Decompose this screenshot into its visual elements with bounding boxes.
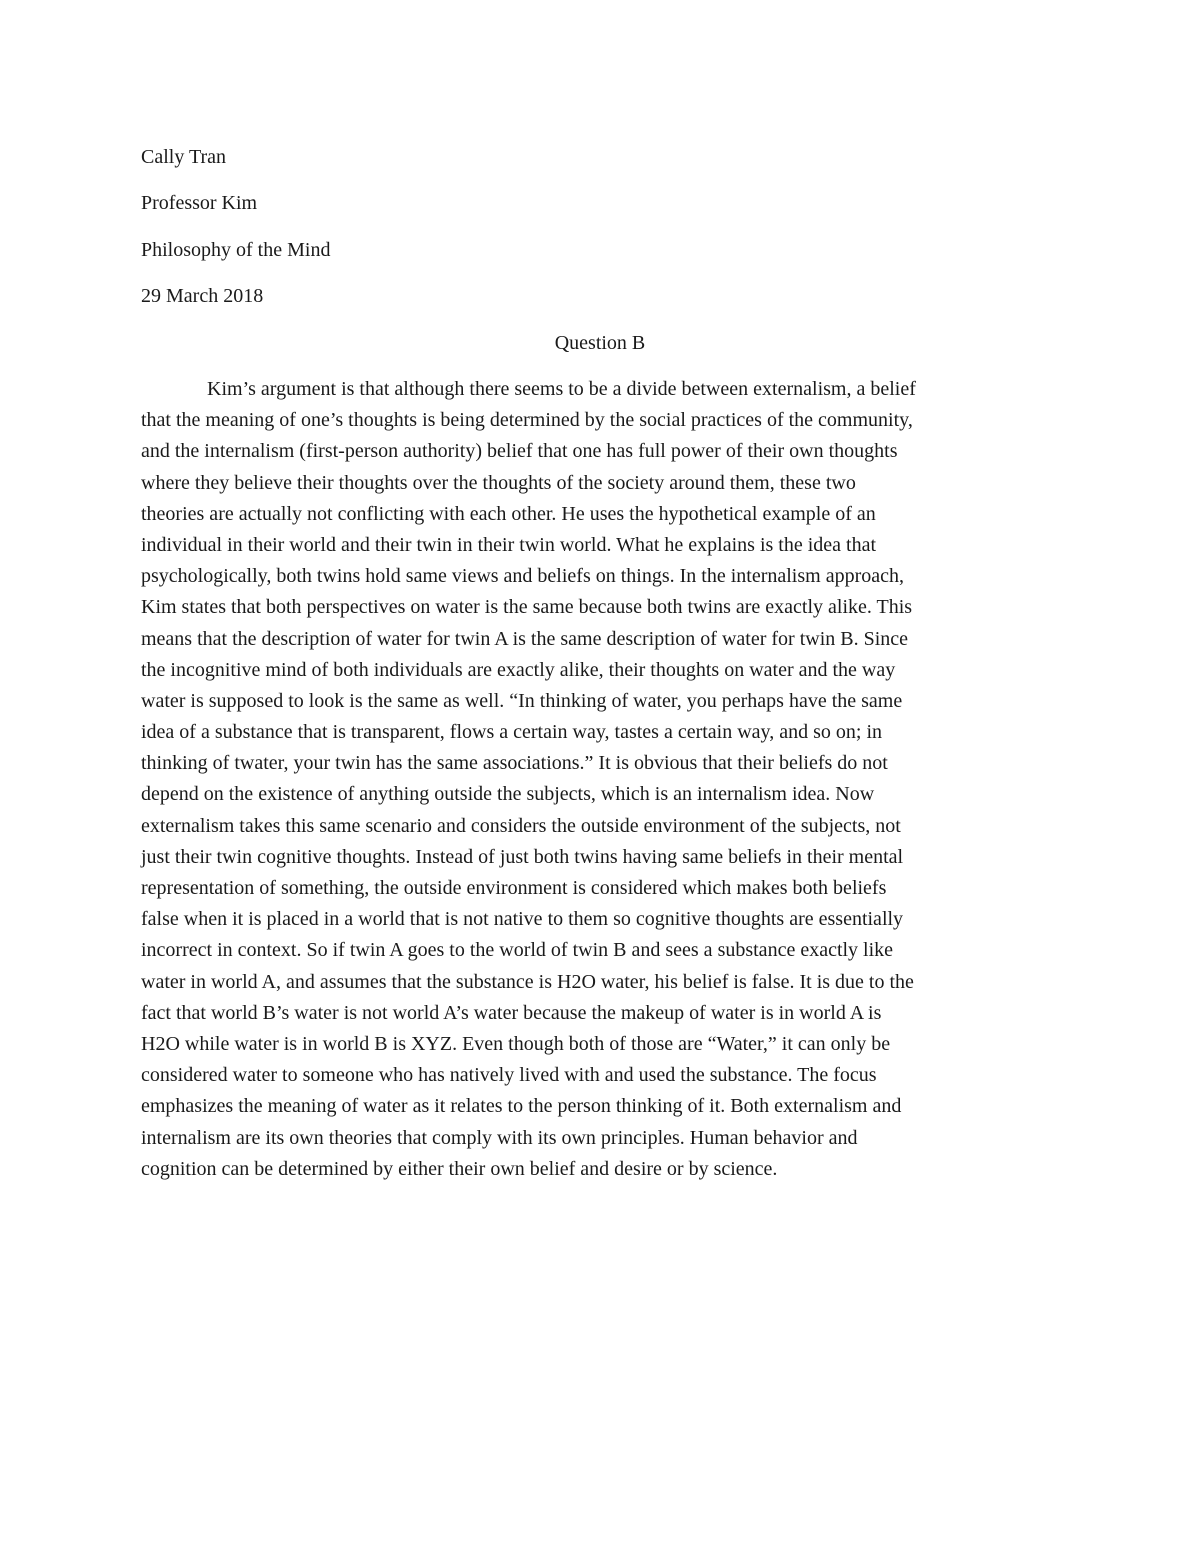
- body-line: theories are actually not conflicting with each other. He uses the hypothetical example of an: [141, 502, 876, 525]
- date-line: 29 March 2018: [141, 285, 264, 307]
- body-line: internalism are its own theories that comply with its own principles. Human behavior and: [141, 1126, 858, 1149]
- body-line: psychologically, both twins hold same views and beliefs on things. In the internalism approach,: [141, 565, 904, 588]
- body-line: H2O while water is in world B is XYZ. Even though both of those are “Water,” it can only be: [141, 1032, 891, 1055]
- instructor-name: Professor Kim: [141, 192, 258, 214]
- body-line: fact that world B’s water is not world A’s water because the makeup of water is in world A is: [141, 1001, 882, 1024]
- body-line: externalism takes this same scenario and considers the outside environment of the subjects, not: [141, 814, 901, 837]
- body-line: incorrect in context. So if twin A goes to the world of twin B and sees a substance exactly like: [141, 939, 894, 962]
- body-line: cognition can be determined by either their own belief and desire or by science.: [141, 1157, 778, 1180]
- body-line: thinking of twater, your twin has the same associations.” It is obvious that their beliefs do not: [141, 752, 888, 775]
- body-line: emphasizes the meaning of water as it relates to the person thinking of it. Both externalism and: [141, 1095, 902, 1118]
- body-line: just their twin cognitive thoughts. Instead of just both twins having same beliefs in their mental: [141, 845, 904, 868]
- essay-body: [141, 374, 1059, 1185]
- body-line: false when it is placed in a world that is not native to them so cognitive thoughts are essentially: [141, 908, 904, 931]
- body-line: Kim states that both perspectives on water is the same because both twins are exactly alike. This: [141, 596, 913, 619]
- body-line: water in world A, and assumes that the substance is H2O water, his belief is false. It is due to the: [141, 970, 914, 993]
- body-line: individual in their world and their twin in their twin world. What he explains is the idea that: [141, 533, 877, 556]
- body-line: considered water to someone who has natively lived with and used the substance. The focus: [141, 1064, 877, 1087]
- essay-title: Question B: [554, 332, 646, 354]
- body-line: water is supposed to look is the same as well. “In thinking of water, you perhaps have the same: [141, 689, 903, 712]
- body-line: Kim’s argument is that although there seems to be a divide between externalism, a belief: [207, 378, 916, 400]
- author-name: Cally Tran: [141, 146, 227, 168]
- body-line: means that the description of water for twin A is the same description of water for twin B. Since: [141, 627, 909, 650]
- body-line: where they believe their thoughts over the thoughts of the society around them, these two: [141, 471, 856, 494]
- body-line: that the meaning of one’s thoughts is being determined by the social practices of the community,: [141, 409, 913, 432]
- body-line: representation of something, the outside environment is considered which makes both beliefs: [141, 877, 887, 899]
- body-line: and the internalism (first-person authority) belief that one has full power of their own thoughts: [141, 440, 898, 463]
- course-name: Philosophy of the Mind: [141, 239, 331, 261]
- body-line: depend on the existence of anything outside the subjects, which is an internalism idea. Now: [141, 783, 875, 806]
- body-line: the incognitive mind of both individuals are exactly alike, their thoughts on water and the way: [141, 658, 896, 681]
- body-line: idea of a substance that is transparent, flows a certain way, tastes a certain way, and so on; in: [141, 721, 883, 744]
